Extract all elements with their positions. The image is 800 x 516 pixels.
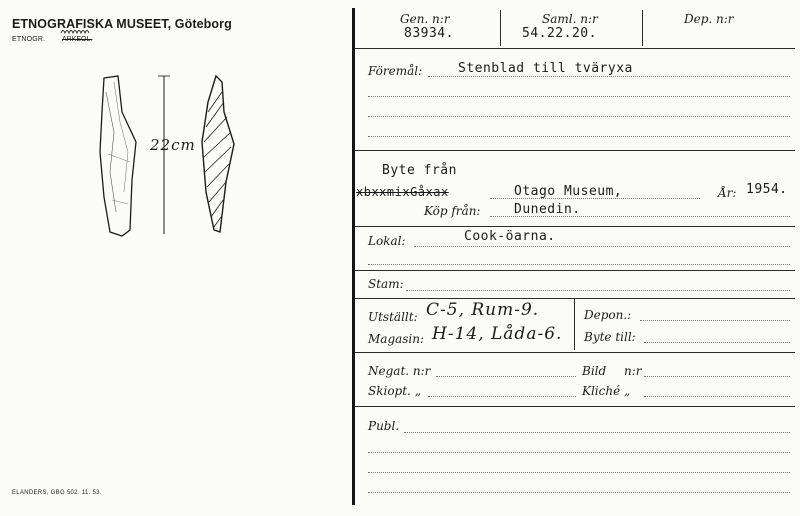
dotted-line: [404, 432, 790, 433]
byte-fran: Byte från: [382, 163, 457, 178]
dotted-line: [368, 136, 790, 137]
adze-blade-drawing: [90, 72, 250, 247]
negat-label: Negat. n:r: [368, 364, 431, 378]
dotted-line: [644, 342, 790, 343]
lokal-label: Lokal:: [368, 234, 406, 248]
stam-label: Stam:: [368, 277, 404, 291]
gen-nr-label: Gen. n:r: [400, 12, 450, 26]
etnogr-label: ETNOGR.: [12, 36, 46, 43]
bild-nr-label: n:r: [624, 364, 642, 378]
header-rule: [355, 48, 795, 49]
arkeol-label: ARKEOL.: [62, 36, 93, 43]
dotted-line: [368, 492, 790, 493]
section-rule: [355, 270, 795, 271]
dotted-line: [644, 396, 790, 397]
section-rule: [355, 352, 795, 353]
ar-label: År:: [718, 186, 737, 200]
magasin-value: H-14, Låda-6.: [432, 324, 563, 344]
scribble-mark: [60, 27, 90, 35]
dotted-line: [368, 472, 790, 473]
dotted-line: [640, 320, 790, 321]
header-separator-2: [642, 10, 643, 46]
dotted-line: [368, 116, 790, 117]
dotted-line: [368, 264, 790, 265]
utstallt-label: Utställt:: [368, 310, 418, 324]
dotted-line: [436, 376, 576, 377]
size-note: 22cm: [150, 136, 196, 154]
lokal-value: Cook-öarna.: [464, 229, 556, 244]
kop-fran-label: Köp från:: [424, 204, 481, 218]
dotted-line: [406, 290, 790, 291]
section-rule: [355, 298, 795, 299]
foremal-label: Föremål:: [368, 64, 423, 78]
gava-value: Otago Museum,: [514, 184, 623, 199]
header-separator-1: [500, 10, 501, 46]
publ-label: Publ.: [368, 419, 400, 433]
dotted-line: [368, 96, 790, 97]
kliche-label: Kliché „: [582, 384, 631, 398]
byte-till-label: Byte till:: [584, 330, 636, 344]
storage-separator: [574, 298, 575, 350]
section-rule: [355, 150, 795, 151]
card-divider: [352, 8, 355, 505]
dotted-line: [428, 76, 790, 77]
dotted-line: [368, 452, 790, 453]
depon-label: Depon.:: [584, 308, 632, 322]
skiopt-label: Skiopt. „: [368, 384, 421, 398]
kop-fran-value: Dunedin.: [514, 202, 581, 217]
saml-nr-value: 54.22.20.: [522, 26, 597, 41]
section-rule: [355, 226, 795, 227]
dotted-line: [428, 396, 576, 397]
dotted-line: [644, 376, 790, 377]
utstallt-value: C-5, Rum-9.: [426, 300, 540, 320]
bild-label: Bild: [582, 364, 607, 378]
dotted-line: [414, 246, 790, 247]
museum-name: ETNOGRAFISKA MUSEET, Göteborg: [12, 17, 232, 31]
struck-gava-label: xbxxmixGåxax: [356, 185, 449, 199]
magasin-label: Magasin:: [368, 332, 425, 346]
saml-nr-label: Saml. n:r: [542, 12, 598, 26]
printer-imprint: ELANDERS, GBG 502. 11. 53.: [12, 490, 102, 496]
dep-nr-label: Dep. n:r: [684, 12, 734, 26]
section-rule: [355, 406, 795, 407]
ar-value: 1954.: [746, 182, 788, 197]
foremal-value: Stenblad till tväryxa: [458, 61, 633, 76]
gen-nr-value: 83934.: [404, 26, 454, 41]
